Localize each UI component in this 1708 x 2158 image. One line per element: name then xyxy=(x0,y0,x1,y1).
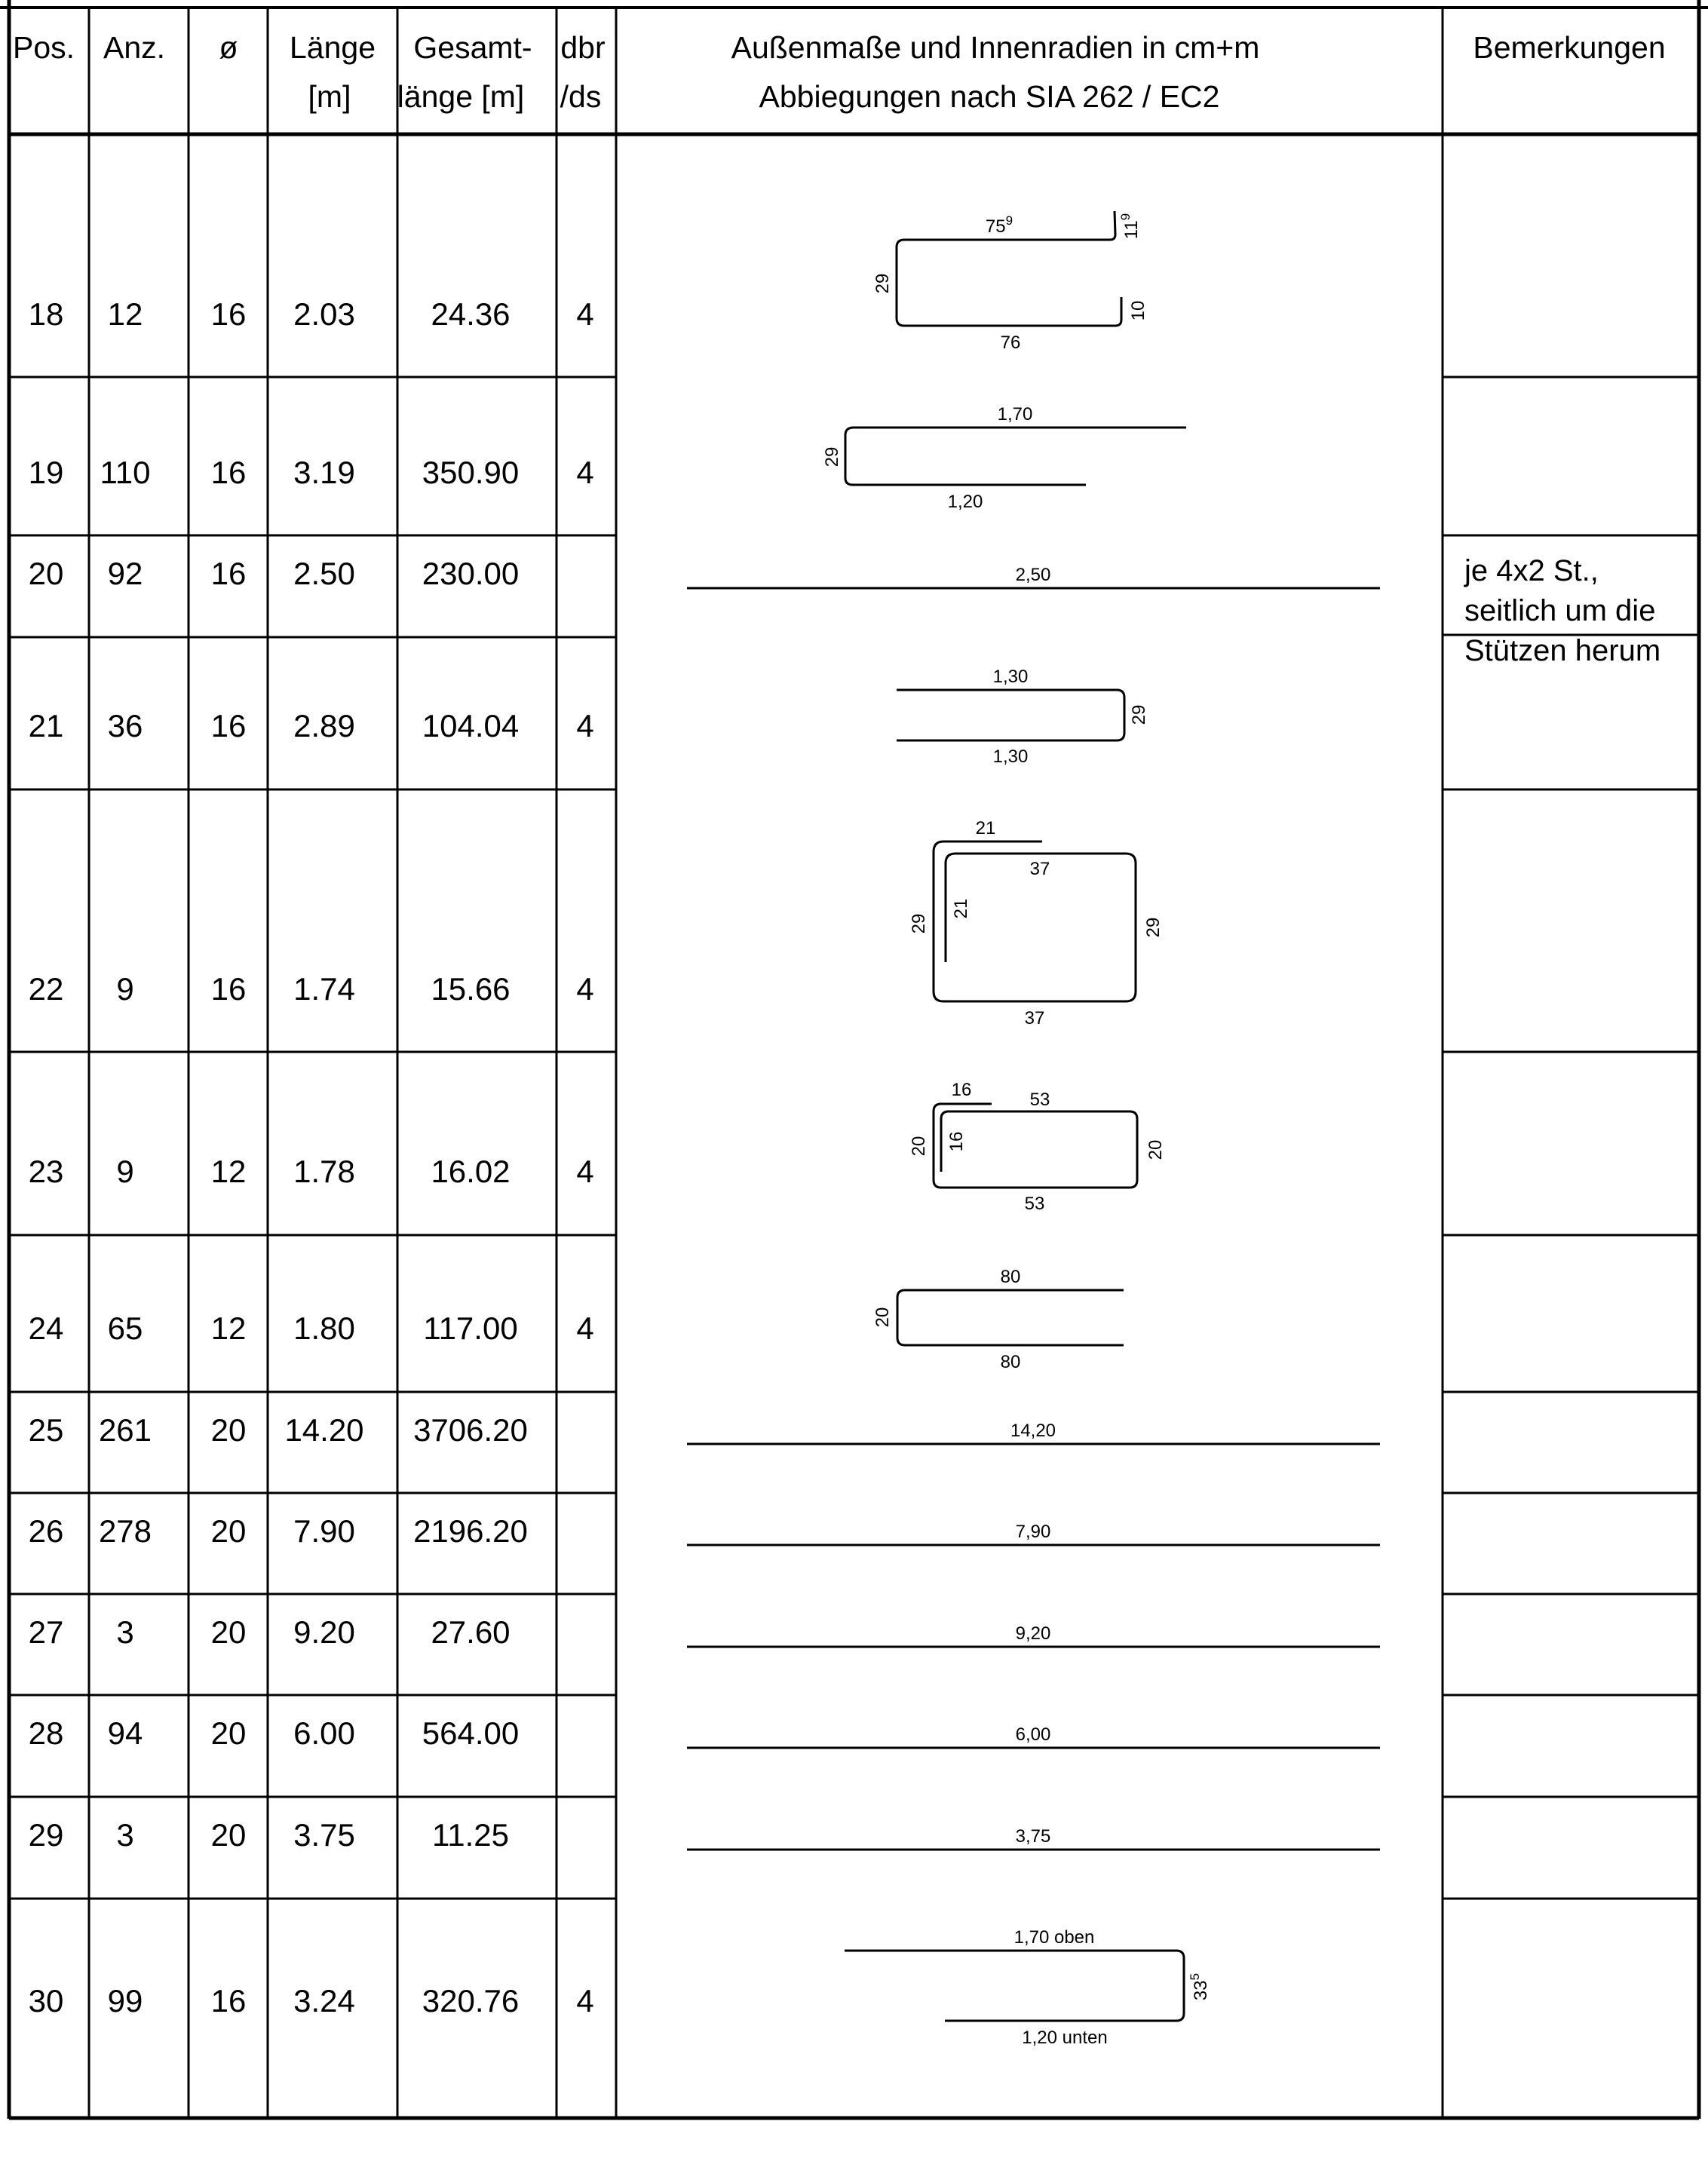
cell-dbr: 4 xyxy=(576,455,594,490)
dim-label: 80 xyxy=(1000,1267,1021,1287)
cell-gesamt: 3706.20 xyxy=(413,1412,528,1448)
cell-dbr: 4 xyxy=(576,1310,594,1346)
bar-shape-26 xyxy=(687,1522,1380,1545)
remark-pos20 xyxy=(1464,554,1660,667)
table-row xyxy=(29,556,520,591)
cell-pos: 18 xyxy=(28,296,64,332)
cell-anz: 65 xyxy=(107,1310,143,1346)
bar-shape-20 xyxy=(687,565,1380,588)
cell-pos: 29 xyxy=(28,1817,64,1853)
cell-laenge: 1.80 xyxy=(293,1310,355,1346)
dim-label: 16 xyxy=(946,1131,967,1152)
remark-line: Stützen herum xyxy=(1464,634,1661,667)
cell-diameter: 16 xyxy=(210,296,247,332)
table-row xyxy=(29,1715,520,1751)
cell-gesamt: 564.00 xyxy=(422,1715,520,1751)
dim-label: 29 xyxy=(822,446,842,467)
cell-anz: 110 xyxy=(100,455,151,490)
header-laenge-unit: [m] xyxy=(308,79,351,114)
table-row xyxy=(29,1614,511,1650)
cell-diameter: 16 xyxy=(210,1983,247,2019)
bar-shape-21 xyxy=(897,667,1149,767)
cell-anz: 92 xyxy=(107,556,143,591)
cell-diameter: 16 xyxy=(210,455,247,490)
header-gesamt: Gesamt- xyxy=(413,30,532,65)
bar-shape-23 xyxy=(909,1080,1166,1214)
table-body xyxy=(29,296,594,2019)
dim-label: 3,75 xyxy=(1015,1826,1051,1847)
dim-label: 7,90 xyxy=(1015,1522,1051,1542)
cell-gesamt: 27.60 xyxy=(431,1614,511,1650)
bar-shape-29 xyxy=(687,1826,1380,1850)
header-shape-title: Außenmaße und Innenradien in cm+m xyxy=(731,30,1260,65)
bar-shape-19 xyxy=(822,404,1186,512)
cell-anz: 12 xyxy=(107,296,143,332)
cell-pos: 25 xyxy=(28,1412,64,1448)
dim-label: $33^5$ xyxy=(1188,1973,1211,2001)
cell-gesamt: 104.04 xyxy=(422,708,520,743)
dim-label: 1,30 xyxy=(992,667,1029,687)
cell-laenge: 3.19 xyxy=(293,455,355,490)
cell-pos: 24 xyxy=(28,1310,64,1346)
dim-label: 2,50 xyxy=(1015,565,1051,585)
cell-diameter: 20 xyxy=(210,1614,247,1650)
dim-label: 1,70 oben xyxy=(1013,1927,1095,1948)
dim-label: 21 xyxy=(951,898,971,919)
cell-pos: 21 xyxy=(28,708,64,743)
cell-laenge: 1.78 xyxy=(293,1154,355,1189)
header-anz: Anz. xyxy=(103,30,166,65)
table-row xyxy=(29,1983,594,2019)
header-diameter: ø xyxy=(219,30,238,65)
remark-line: je 4x2 St., xyxy=(1464,554,1599,587)
header-dbr: dbr xyxy=(560,30,606,65)
cell-gesamt: 230.00 xyxy=(422,556,520,591)
cell-diameter: 20 xyxy=(210,1412,247,1448)
dim-label: 16 xyxy=(951,1080,972,1100)
dim-label: 20 xyxy=(872,1307,893,1328)
cell-anz: 261 xyxy=(98,1412,152,1448)
cell-dbr: 4 xyxy=(576,1154,594,1189)
cell-laenge: 3.24 xyxy=(293,1983,355,2019)
cell-pos: 26 xyxy=(28,1513,64,1549)
header-gesamt-unit: länge [m] xyxy=(397,79,525,114)
cell-anz: 278 xyxy=(98,1513,152,1549)
bar-shape-25 xyxy=(687,1421,1380,1444)
table-header xyxy=(13,30,1666,114)
dim-label: 29 xyxy=(872,273,893,294)
cell-dbr: 4 xyxy=(576,708,594,743)
header-pos: Pos. xyxy=(12,30,75,65)
cell-laenge: 14.20 xyxy=(284,1412,364,1448)
cell-anz: 9 xyxy=(116,1154,134,1189)
table-row xyxy=(29,296,594,332)
bar-shape-18 xyxy=(872,211,1148,353)
header-remarks: Bemerkungen xyxy=(1473,30,1666,65)
dim-label: 1,70 xyxy=(997,404,1033,425)
cell-laenge: 6.00 xyxy=(293,1715,355,1751)
cell-diameter: 16 xyxy=(210,708,247,743)
table-row xyxy=(29,455,594,490)
cell-laenge: 2.03 xyxy=(293,296,355,332)
cell-gesamt: 2196.20 xyxy=(413,1513,528,1549)
table-row xyxy=(29,1310,594,1346)
bar-shape-28 xyxy=(687,1724,1380,1748)
cell-diameter: 12 xyxy=(210,1154,247,1189)
dim-label: 14,20 xyxy=(1010,1421,1056,1441)
cell-dbr: 4 xyxy=(576,296,594,332)
bar-shape-30 xyxy=(845,1927,1211,2048)
cell-pos: 28 xyxy=(28,1715,64,1751)
dim-label: 9,20 xyxy=(1015,1623,1051,1644)
cell-anz: 36 xyxy=(107,708,143,743)
dim-label: 1,30 xyxy=(992,746,1029,767)
bar-shape-27 xyxy=(687,1623,1380,1647)
cell-diameter: 20 xyxy=(210,1817,247,1853)
dim-label: 53 xyxy=(1024,1194,1045,1214)
table-row xyxy=(29,1513,528,1549)
dim-label: 37 xyxy=(1024,1008,1045,1028)
dim-label: 76 xyxy=(1000,333,1021,353)
dim-label: 1,20 unten xyxy=(1022,2028,1108,2048)
dim-label: 10 xyxy=(1128,300,1148,321)
cell-gesamt: 320.76 xyxy=(422,1983,520,2019)
cell-anz: 9 xyxy=(116,971,134,1007)
cell-pos: 27 xyxy=(28,1614,64,1650)
table-row xyxy=(29,708,594,743)
header-laenge: Länge xyxy=(289,30,376,65)
cell-gesamt: 117.00 xyxy=(423,1310,518,1346)
dim-label: 6,00 xyxy=(1015,1724,1051,1745)
cell-laenge: 1.74 xyxy=(293,971,355,1007)
cell-gesamt: 16.02 xyxy=(431,1154,511,1189)
cell-laenge: 3.75 xyxy=(293,1817,355,1853)
dim-label: 20 xyxy=(1145,1139,1166,1160)
cell-diameter: 16 xyxy=(210,971,247,1007)
cell-dbr: 4 xyxy=(576,1983,594,2019)
cell-gesamt: 24.36 xyxy=(431,296,511,332)
table-row xyxy=(29,1412,528,1448)
cell-gesamt: 350.90 xyxy=(422,455,520,490)
cell-dbr: 4 xyxy=(576,971,594,1007)
cell-pos: 22 xyxy=(28,971,64,1007)
bar-shape-24 xyxy=(872,1267,1124,1372)
cell-pos: 30 xyxy=(28,1983,64,2019)
dim-label: 53 xyxy=(1029,1090,1050,1110)
dim-label: 20 xyxy=(909,1136,929,1157)
dim-label: $11^9$ xyxy=(1118,213,1142,240)
dim-label: 21 xyxy=(975,818,996,838)
dim-label: 29 xyxy=(1143,917,1164,938)
table-row xyxy=(29,1154,594,1189)
cell-pos: 20 xyxy=(28,556,64,591)
cell-anz: 94 xyxy=(107,1715,143,1751)
cell-diameter: 20 xyxy=(210,1715,247,1751)
cell-laenge: 7.90 xyxy=(293,1513,355,1549)
cell-pos: 23 xyxy=(28,1154,64,1189)
cell-gesamt: 11.25 xyxy=(432,1817,509,1853)
dim-label: 29 xyxy=(1129,704,1149,725)
cell-laenge: 2.50 xyxy=(293,556,355,591)
dim-label: 1,20 xyxy=(947,492,983,512)
cell-diameter: 16 xyxy=(210,556,247,591)
cell-anz: 99 xyxy=(107,1983,143,2019)
cell-laenge: 9.20 xyxy=(293,1614,355,1650)
cell-anz: 3 xyxy=(116,1614,134,1650)
dim-label: 80 xyxy=(1000,1352,1021,1372)
bar-shape-22 xyxy=(909,818,1164,1028)
table-row xyxy=(29,971,594,1007)
cell-diameter: 20 xyxy=(210,1513,247,1549)
cell-laenge: 2.89 xyxy=(293,708,355,743)
cell-pos: 19 xyxy=(28,455,64,490)
dim-label: $75^9$ xyxy=(985,213,1013,237)
cell-diameter: 12 xyxy=(210,1310,247,1346)
remark-line: seitlich um die xyxy=(1464,594,1656,627)
dim-label: 37 xyxy=(1029,859,1050,879)
cell-anz: 3 xyxy=(116,1817,134,1853)
dim-label: 29 xyxy=(909,913,929,934)
cell-gesamt: 15.66 xyxy=(431,971,511,1007)
header-ds: /ds xyxy=(560,79,602,114)
header-shape-subtitle: Abbiegungen nach SIA 262 / EC2 xyxy=(759,79,1220,114)
